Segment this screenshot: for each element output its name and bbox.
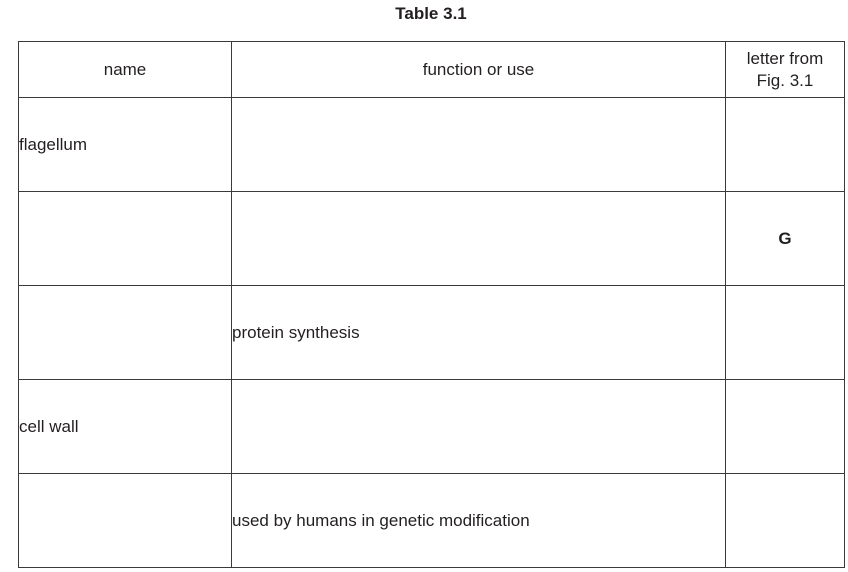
- table-caption: Table 3.1: [395, 4, 467, 23]
- name-cell[interactable]: cell wall: [19, 380, 232, 474]
- header-letter-line2: Fig. 3.1: [756, 70, 814, 90]
- function-cell[interactable]: [232, 98, 726, 192]
- letter-cell[interactable]: [726, 98, 845, 192]
- header-name: name: [19, 42, 232, 98]
- name-cell[interactable]: flagellum: [19, 98, 232, 192]
- name-cell[interactable]: [19, 474, 232, 568]
- name-cell[interactable]: [19, 192, 232, 286]
- table-row: [19, 192, 845, 286]
- letter-cell[interactable]: G: [726, 192, 845, 286]
- letter-cell[interactable]: [726, 474, 845, 568]
- letter-cell[interactable]: [726, 380, 845, 474]
- name-cell[interactable]: [19, 286, 232, 380]
- table-row: [19, 474, 845, 568]
- table-header-row: [19, 42, 845, 98]
- header-letter: [726, 42, 845, 98]
- function-cell[interactable]: [232, 192, 726, 286]
- function-cell[interactable]: used by humans in genetic modification: [232, 474, 726, 568]
- function-cell[interactable]: protein synthesis: [232, 286, 726, 380]
- table-row: [19, 380, 845, 474]
- table-row: [19, 286, 845, 380]
- function-cell[interactable]: [232, 380, 726, 474]
- header-letter-line1: letter from: [746, 48, 824, 68]
- header-function: function or use: [232, 42, 726, 98]
- table-row: [19, 98, 845, 192]
- letter-cell[interactable]: [726, 286, 845, 380]
- data-table: [18, 41, 845, 568]
